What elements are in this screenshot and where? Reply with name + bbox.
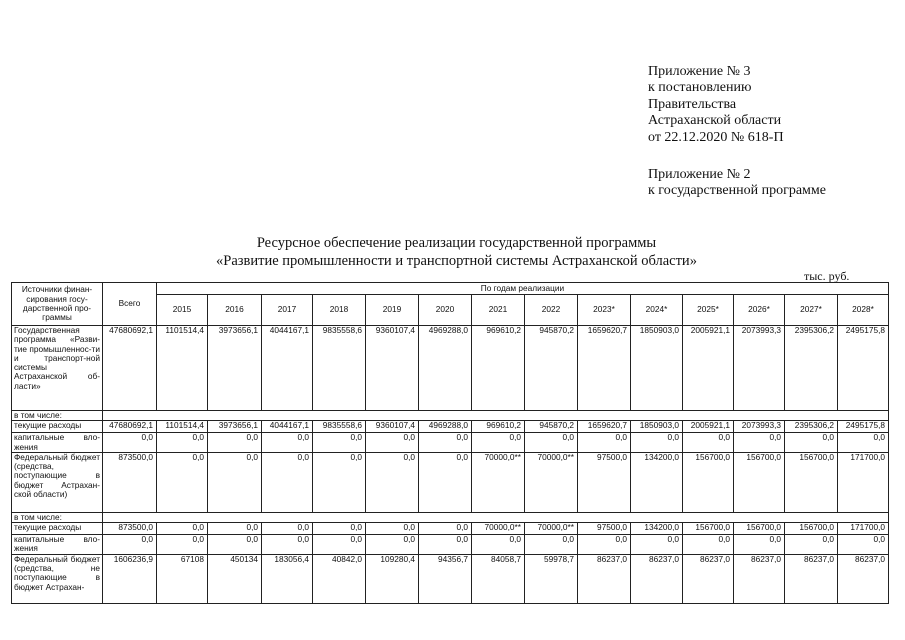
year-header: 2016 xyxy=(208,295,262,326)
row-value-cell: 450134 xyxy=(208,554,262,603)
appendix-3-block xyxy=(648,64,784,146)
row-value-cell: 97500,0 xyxy=(578,523,631,535)
row-value-cell: 945870,2 xyxy=(525,421,578,433)
row-total-cell: 0,0 xyxy=(103,433,157,453)
year-header: 2019 xyxy=(366,295,419,326)
row-label: Государственная программа «Разви-тие промышленнос-ти и транспорт-ной системы Астраханской об-ласти» xyxy=(12,326,103,411)
row-value-cell: 0,0 xyxy=(313,523,366,535)
row-value-cell: 0,0 xyxy=(208,452,262,512)
row-value-cell: 9360107,4 xyxy=(366,421,419,433)
row-value-cell: 94356,7 xyxy=(419,554,472,603)
appendix-3-line: к постановлению xyxy=(648,80,752,96)
appendix-3-line: Астраханской области xyxy=(648,113,782,129)
row-value-cell: 4969288,0 xyxy=(419,421,472,433)
row-value-cell: 2005921,1 xyxy=(683,421,734,433)
table-row xyxy=(12,326,889,411)
row-value-cell: 0,0 xyxy=(157,535,208,555)
row-total-cell: 873500,0 xyxy=(103,452,157,512)
row-value-cell: 134200,0 xyxy=(631,523,683,535)
year-header: 2022 xyxy=(525,295,578,326)
row-value-cell: 9835558,6 xyxy=(313,326,366,411)
row-value-cell: 3973656,1 xyxy=(208,421,262,433)
row-value-cell: 70000,0** xyxy=(525,523,578,535)
row-value-cell: 0,0 xyxy=(683,433,734,453)
row-total-cell: 0,0 xyxy=(103,535,157,555)
row-value-cell: 4044167,1 xyxy=(262,421,313,433)
row-value-cell: 0,0 xyxy=(785,535,838,555)
year-header: 2015 xyxy=(157,295,208,326)
row-value-cell: 0,0 xyxy=(262,535,313,555)
document-title-line-1: Ресурсное обеспечение реализации государственной программы xyxy=(256,235,657,251)
year-header: 2020 xyxy=(419,295,472,326)
row-value-cell: 0,0 xyxy=(631,433,683,453)
row-value-cell: 0,0 xyxy=(366,535,419,555)
row-value-cell: 0,0 xyxy=(157,452,208,512)
year-header: 2025* xyxy=(683,295,734,326)
row-value-cell: 0,0 xyxy=(472,535,525,555)
row-value-cell: 945870,2 xyxy=(525,326,578,411)
row-value-cell: 1101514,4 xyxy=(157,326,208,411)
row-value-cell: 183056,4 xyxy=(262,554,313,603)
row-value-cell: 86237,0 xyxy=(838,554,889,603)
row-value-cell: 1850903,0 xyxy=(631,326,683,411)
table-row xyxy=(12,523,889,535)
appendix-2-block xyxy=(648,167,826,200)
row-value-cell: 156700,0 xyxy=(734,523,785,535)
row-label: в том числе: xyxy=(12,411,103,421)
row-value-cell: 86237,0 xyxy=(578,554,631,603)
row-total-cell: 1606236,9 xyxy=(103,554,157,603)
row-value-cell: 0,0 xyxy=(208,535,262,555)
row-value-cell: 86237,0 xyxy=(785,554,838,603)
row-value-cell: 1659620,7 xyxy=(578,326,631,411)
row-value-cell: 40842,0 xyxy=(313,554,366,603)
row-value-cell: 0,0 xyxy=(208,523,262,535)
row-total-cell: 47680692,1 xyxy=(103,326,157,411)
row-label: Федеральный бюджет (средства, не поступающие в бюджет Астрахан- xyxy=(12,554,103,603)
subheader-row xyxy=(12,411,889,421)
header-source: Источники финан-сирования госу-дарственной про-граммы xyxy=(12,283,103,326)
year-header: 2028* xyxy=(838,295,889,326)
row-value-cell: 86237,0 xyxy=(683,554,734,603)
row-value-cell: 59978,7 xyxy=(525,554,578,603)
table-row xyxy=(12,433,889,453)
row-filler xyxy=(103,411,889,421)
row-value-cell: 2073993,3 xyxy=(734,421,785,433)
row-value-cell: 0,0 xyxy=(313,452,366,512)
row-value-cell: 0,0 xyxy=(366,523,419,535)
table-row xyxy=(12,421,889,433)
year-header: 2017 xyxy=(262,295,313,326)
row-value-cell: 4969288,0 xyxy=(419,326,472,411)
row-value-cell: 4044167,1 xyxy=(262,326,313,411)
row-value-cell: 70000,0** xyxy=(472,523,525,535)
header-total: Всего xyxy=(103,283,157,326)
row-value-cell: 2073993,3 xyxy=(734,326,785,411)
row-value-cell: 0,0 xyxy=(838,535,889,555)
row-value-cell: 3973656,1 xyxy=(208,326,262,411)
row-value-cell: 0,0 xyxy=(785,433,838,453)
row-value-cell: 0,0 xyxy=(313,433,366,453)
row-value-cell: 1850903,0 xyxy=(631,421,683,433)
subheader-row xyxy=(12,512,889,522)
row-value-cell: 97500,0 xyxy=(578,452,631,512)
document-title-line-2: «Развитие промышленности и транспортной системы Астраханской области» xyxy=(216,253,697,269)
table-row xyxy=(12,452,889,512)
row-value-cell: 0,0 xyxy=(525,433,578,453)
row-value-cell: 2395306,2 xyxy=(785,421,838,433)
unit-label: тыс. руб. xyxy=(804,269,850,283)
row-value-cell: 0,0 xyxy=(262,523,313,535)
row-value-cell: 969610,2 xyxy=(472,326,525,411)
row-value-cell: 0,0 xyxy=(157,433,208,453)
row-value-cell: 0,0 xyxy=(734,433,785,453)
resource-table xyxy=(11,282,889,604)
year-header: 2027* xyxy=(785,295,838,326)
appendix-2-line: к государственной программе xyxy=(648,183,826,199)
row-value-cell: 2495175,8 xyxy=(838,326,889,411)
row-value-cell: 0,0 xyxy=(631,535,683,555)
table-body xyxy=(12,326,889,604)
row-value-cell: 9360107,4 xyxy=(366,326,419,411)
row-value-cell: 0,0 xyxy=(419,523,472,535)
row-value-cell: 171700,0 xyxy=(838,523,889,535)
row-value-cell: 969610,2 xyxy=(472,421,525,433)
row-value-cell: 171700,0 xyxy=(838,452,889,512)
year-header: 2024* xyxy=(631,295,683,326)
appendix-3-line: Приложение № 3 xyxy=(648,64,751,79)
row-total-cell: 873500,0 xyxy=(103,523,157,535)
row-value-cell: 0,0 xyxy=(472,433,525,453)
row-label: в том числе: xyxy=(12,512,103,522)
row-label: капитальные вло-жения xyxy=(12,535,103,555)
year-header: 2026* xyxy=(734,295,785,326)
row-value-cell: 70000,0** xyxy=(525,452,578,512)
row-value-cell: 0,0 xyxy=(262,452,313,512)
year-header: 2023* xyxy=(578,295,631,326)
row-value-cell: 0,0 xyxy=(419,433,472,453)
row-value-cell: 0,0 xyxy=(578,433,631,453)
row-value-cell: 0,0 xyxy=(157,523,208,535)
row-total-cell: 47680692,1 xyxy=(103,421,157,433)
row-value-cell: 156700,0 xyxy=(683,523,734,535)
row-value-cell: 1101514,4 xyxy=(157,421,208,433)
row-value-cell: 156700,0 xyxy=(785,452,838,512)
row-label: текущие расходы xyxy=(12,421,103,433)
row-label: текущие расходы xyxy=(12,523,103,535)
row-value-cell: 0,0 xyxy=(208,433,262,453)
row-value-cell: 0,0 xyxy=(366,433,419,453)
row-value-cell: 0,0 xyxy=(419,535,472,555)
row-value-cell: 86237,0 xyxy=(631,554,683,603)
appendix-3-line: Правительства xyxy=(648,96,737,112)
appendix-3-line: от 22.12.2020 № 618-П xyxy=(648,129,784,145)
row-value-cell: 0,0 xyxy=(838,433,889,453)
row-value-cell: 0,0 xyxy=(419,452,472,512)
row-value-cell: 156700,0 xyxy=(683,452,734,512)
row-filler xyxy=(103,512,889,522)
row-value-cell: 0,0 xyxy=(734,535,785,555)
row-value-cell: 109280,4 xyxy=(366,554,419,603)
table-row xyxy=(12,535,889,555)
row-value-cell: 70000,0** xyxy=(472,452,525,512)
year-header: 2021 xyxy=(472,295,525,326)
row-label: капитальные вло-жения xyxy=(12,433,103,453)
year-header: 2018 xyxy=(313,295,366,326)
row-value-cell: 0,0 xyxy=(366,452,419,512)
row-value-cell: 0,0 xyxy=(525,535,578,555)
row-value-cell: 0,0 xyxy=(262,433,313,453)
row-value-cell: 2395306,2 xyxy=(785,326,838,411)
header-by-years: По годам реализации xyxy=(157,283,889,295)
row-value-cell: 1659620,7 xyxy=(578,421,631,433)
row-value-cell: 84058,7 xyxy=(472,554,525,603)
row-value-cell: 67108 xyxy=(157,554,208,603)
row-label: Федеральный бюджет (средства, поступающие в бюджет Астрахан-ской области) xyxy=(12,452,103,512)
row-value-cell: 156700,0 xyxy=(734,452,785,512)
row-value-cell: 86237,0 xyxy=(734,554,785,603)
appendix-2-line: Приложение № 2 xyxy=(648,167,751,182)
row-value-cell: 0,0 xyxy=(683,535,734,555)
row-value-cell: 2495175,8 xyxy=(838,421,889,433)
row-value-cell: 156700,0 xyxy=(785,523,838,535)
table-row xyxy=(12,554,889,603)
row-value-cell: 2005921,1 xyxy=(683,326,734,411)
row-value-cell: 9835558,6 xyxy=(313,421,366,433)
row-value-cell: 134200,0 xyxy=(631,452,683,512)
row-value-cell: 0,0 xyxy=(313,535,366,555)
row-value-cell: 0,0 xyxy=(578,535,631,555)
